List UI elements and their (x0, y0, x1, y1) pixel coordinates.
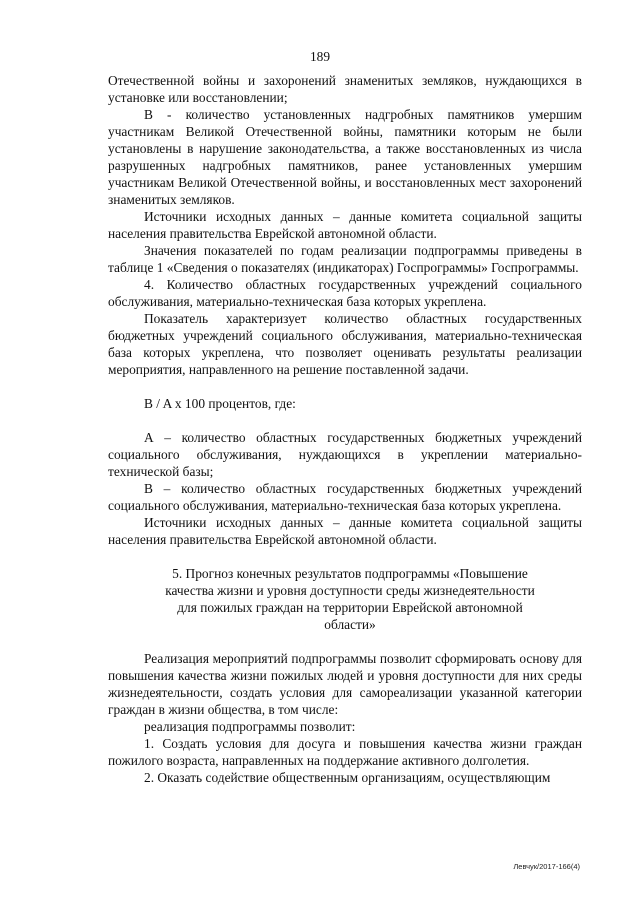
paragraph: Источники исходных данных – данные комитета социальной защиты населения правительства Еврейской автономной области. (108, 515, 582, 547)
heading-line: области» (324, 617, 376, 632)
paragraph: Источники исходных данных – данные комитета социальной защиты населения правительства Еврейской автономной области. (108, 209, 582, 241)
heading-line: для пожилых граждан на территории Еврейской автономной (177, 600, 523, 615)
paragraph: 4. Количество областных государственных учреждений социального обслуживания, материально-техническая база которых укреплена. (108, 277, 582, 309)
formula: B / A x 100 процентов, где: (144, 396, 296, 411)
section-heading (108, 565, 582, 633)
paragraph: реализация подпрограммы позволит: (144, 719, 356, 734)
paragraph: Показатель характеризует количество областных государственных бюджетных учреждений социального обслуживания, материально-техническая база которых укреплена, что позволяет оценивать результаты реализации мероприятия, направленного на решение поставленной задачи. (108, 311, 582, 377)
paragraph: Отечественной войны и захоронений знаменитых земляков, нуждающихся в установке или восстановлении; (108, 73, 582, 105)
paragraph: В – количество областных государственных бюджетных учреждений социального обслуживания, материально-техническая база которых укреплена. (108, 481, 582, 513)
paragraph: 1. Создать условия для досуга и повышения качества жизни граждан пожилого возраста, направленных на поддержание активного долголетия. (108, 736, 582, 768)
page-number: 189 (309, 49, 331, 64)
paragraph: Значения показателей по годам реализации подпрограммы приведены в таблице 1 «Сведения о показателях (индикаторах) Госпрограммы» Госпрограммы. (108, 243, 582, 275)
heading-line: 5. Прогноз конечных результатов подпрограммы «Повышение (172, 566, 528, 581)
heading-line: качества жизни и уровня доступности среды жизнедеятельности (165, 583, 535, 598)
paragraph: А – количество областных государственных бюджетных учреждений социального обслуживания, нуждающихся в укреплении материально-технической базы; (108, 430, 582, 479)
paragraph: Реализация мероприятий подпрограммы позволит сформировать основу для повышения качества жизни пожилых людей и уровня доступности для них среды жизнедеятельности, создать условия для самореализации указанной категории граждан в жизни общества, в том числе: (108, 651, 582, 717)
paragraph: В - количество установленных надгробных памятников умершим участникам Великой Отечественной войны, памятники которым не были установлены в нарушение законодательства, а также восстановленных из числа разрушенных надгробных памятников, ранее установленных умершим участникам Великой Отечественной войны, и восстановленных мест захоронений знаменитых земляков. (108, 107, 582, 207)
document-body (108, 72, 582, 786)
document-code: Левчук/2017-166(4) (513, 862, 580, 871)
paragraph: 2. Оказать содействие общественным организациям, осуществляющим (144, 770, 551, 785)
